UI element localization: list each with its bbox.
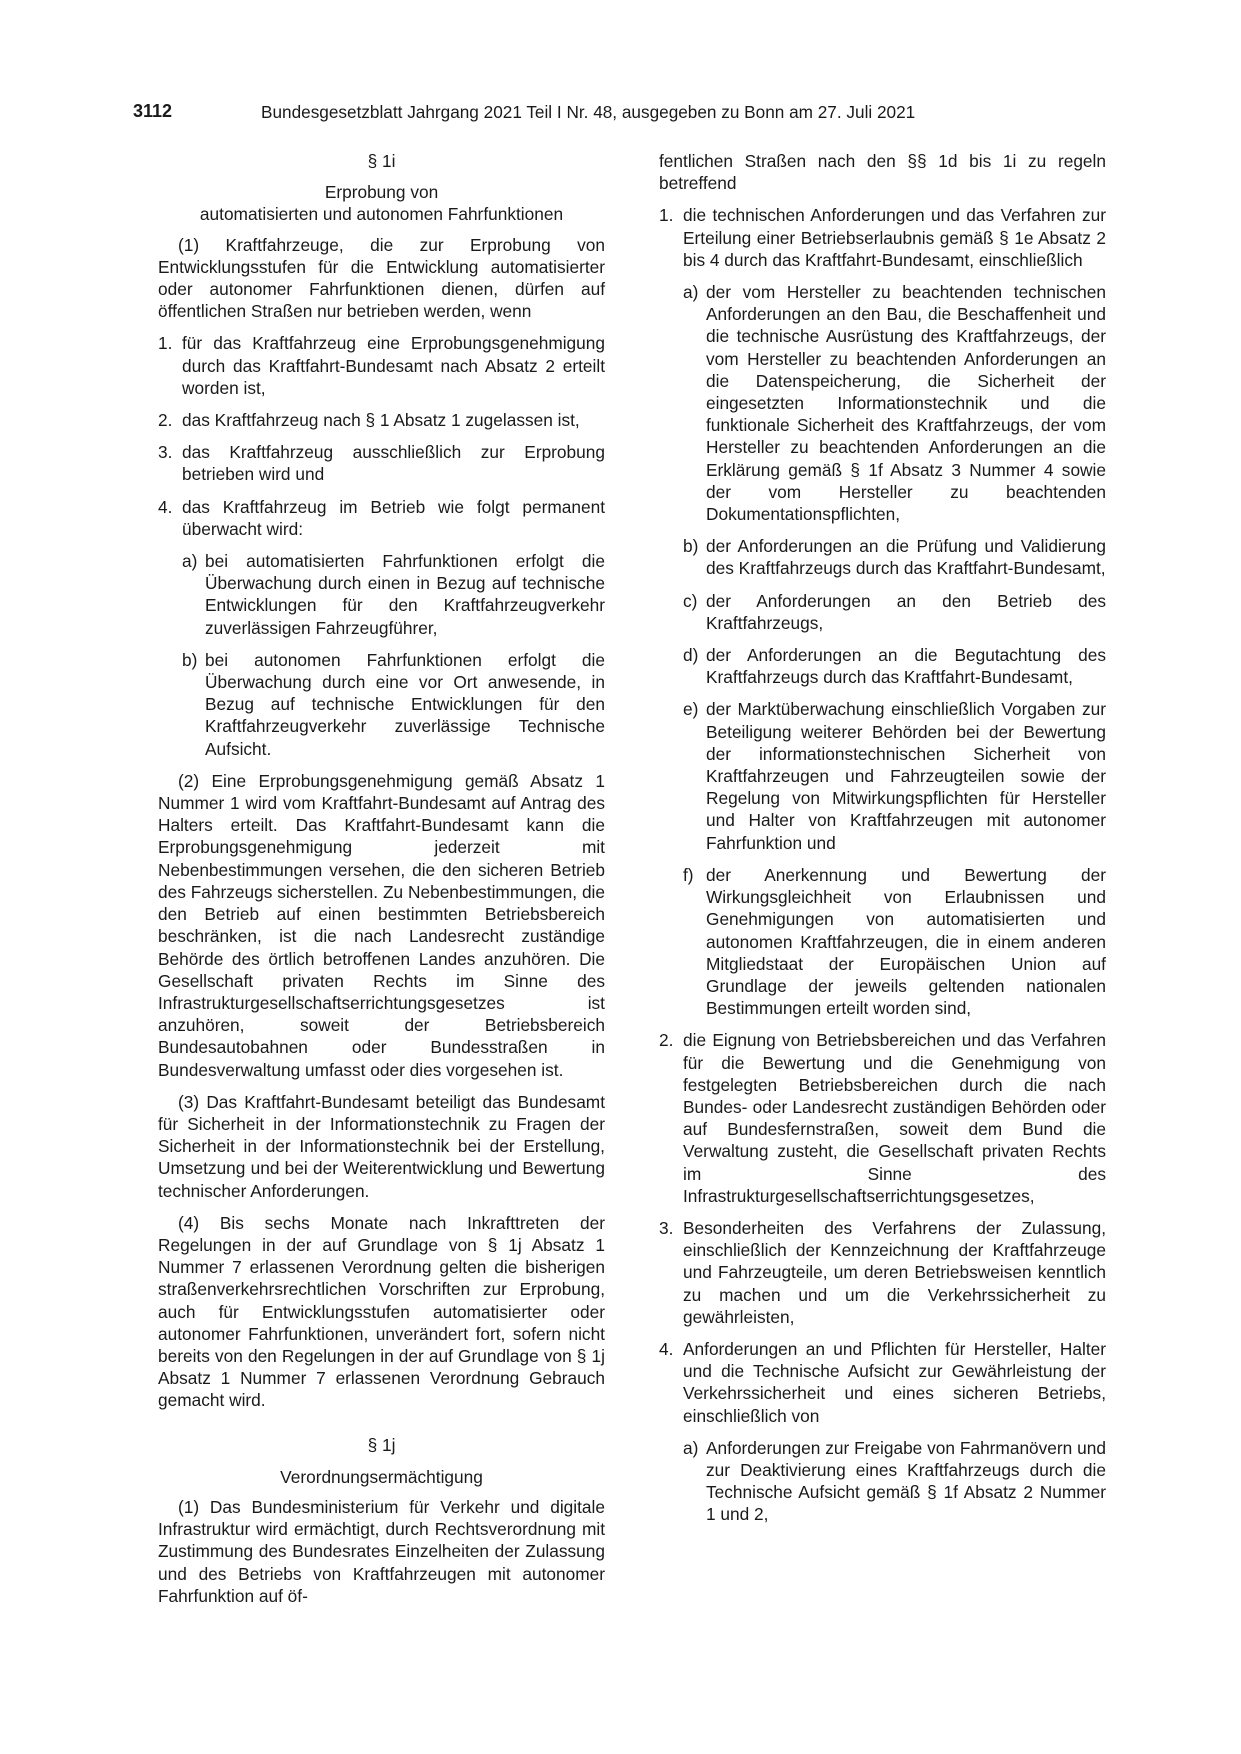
sub-item-letter: b)	[683, 536, 699, 557]
sub-item-text: der Anforderungen an die Prüfung und Validierung des Kraftfahrzeugs durch das Kraftfahrt-Bundesamt,	[706, 536, 1106, 579]
item-text: das Kraftfahrzeug im Betrieb wie folgt permanent überwacht wird:	[182, 496, 605, 539]
sub-item	[683, 864, 1106, 1019]
section-title-1j: Verordnungsermächtigung	[280, 1466, 483, 1487]
list-item	[158, 441, 605, 485]
paragraph-5: (1) Das Bundesministerium für Verkehr und digitale Infrastruktur wird ermächtigt, durch Rechtsverordnung mit Zustimmung des Bundesrates Einzelheiten der Zulassung und des Betriebs von Kraftfahrzeugen mit autonomer Fahrfunktion auf öf-	[158, 1496, 605, 1606]
sub-item	[683, 1437, 1106, 1526]
sub-item-text: der Anforderungen an den Betrieb des Kraftfahrzeugs,	[706, 590, 1106, 633]
sub-item	[683, 281, 1106, 525]
running-header: Bundesgesetzblatt Jahrgang 2021 Teil I Nr. 48, ausgegeben zu Bonn am 27. Juli 2021	[261, 102, 916, 122]
list-item	[158, 496, 605, 540]
continuation-text: fentlichen Straßen nach den §§ 1d bis 1i zu regeln betreffend	[659, 151, 1106, 194]
sub-item-letter: a)	[182, 551, 198, 572]
sub-item-text: der vom Hersteller zu beachtenden technischen Anforderungen an den Bau, die Beschaffenheit und die technische Ausrüstung des Kraftfahrzeugs, der vom Hersteller zu beachtenden Anforderungen an die Datenspeicherung, die Sicherheit der eingesetzten Informationstechnik und die funktionale Sicherheit des Kraftfahrzeugs, der vom Hersteller zu beachtenden Anforderungen an die Erklärung gemäß § 1f Absatz 3 Nummer 4 sowie der vom Hersteller zu beachtenden Dokumentationspflichten,	[706, 282, 1106, 525]
item-number: 2.	[659, 1030, 674, 1051]
item-text: das Kraftfahrzeug nach § 1 Absatz 1 zugelassen ist,	[182, 410, 580, 431]
item-text: Besonderheiten des Verfahrens der Zulassung, einschließlich der Kennzeichnung der Kraftfahrzeuge und Fahrzeugteile, um deren Betriebsweisen kenntlich zu machen und um die Verkehrssicherheit zu gewährleisten,	[683, 1217, 1106, 1327]
section-title-1i-line1: Erprobung von	[324, 182, 439, 203]
sub-item-letter: c)	[683, 590, 698, 611]
item-number: 4.	[158, 496, 173, 517]
list-item	[158, 332, 605, 399]
sub-item	[683, 698, 1106, 853]
sub-item	[182, 550, 605, 639]
section-number-1j: § 1j	[367, 1434, 396, 1455]
item-text: Anforderungen an und Pflichten für Hersteller, Halter und die Technische Aufsicht zur Gewährleistung der Verkehrssicherheit und eines sicheren Betriebs, einschließlich von	[683, 1338, 1106, 1426]
item-text: für das Kraftfahrzeug eine Erprobungsgenehmigung durch das Kraftfahrt-Bundesamt nach Absatz 2 erteilt worden ist,	[182, 333, 605, 398]
sub-item-letter: a)	[683, 1437, 699, 1458]
sub-item-letter: e)	[683, 699, 699, 720]
list-item	[158, 409, 605, 431]
item-number: 3.	[659, 1217, 674, 1238]
list-item	[659, 1029, 1106, 1207]
sub-item-letter: b)	[182, 649, 198, 670]
item-text: das Kraftfahrzeug ausschließlich zur Erprobung betrieben wird und	[182, 442, 605, 485]
sub-item-text: bei automatisierten Fahrfunktionen erfolgt die Überwachung durch einen in Bezug auf technische Entwicklungen für den Kraftfahrzeugverkehr zuverlässigen Fahrzeugführer,	[205, 551, 605, 638]
page-header	[133, 101, 1101, 127]
sub-item-text: der Marktüberwachung einschließlich Vorgaben zur Beteiligung weiterer Behörden bei der Bewertung der informationstechnischen Sicherheit von Kraftfahrzeugen und Fahrzeugteilen sowie der Regelung von Mitwirkungspflichten für Hersteller und Halter von Kraftfahrzeugen mit autonomer Fahrfunktion und	[706, 699, 1106, 853]
left-column	[158, 150, 605, 1617]
item-number: 1.	[158, 333, 173, 354]
sub-item-text: Anforderungen zur Freigabe von Fahrmanövern und zur Deaktivierung eines Kraftfahrzeugs durch die Technische Aufsicht gemäß § 1f Absatz 2 Nummer 1 und 2,	[706, 1437, 1106, 1525]
section-title-1i-line2: automatisierten und autonomen Fahrfunktionen	[199, 204, 564, 225]
sub-item-text: bei autonomen Fahrfunktionen erfolgt die Überwachung durch eine vor Ort anwesende, in Bezug auf technische Entwicklungen für den Kraftfahrzeugverkehr zuverlässige Technische Aufsicht.	[205, 649, 605, 759]
item-text: die Eignung von Betriebsbereichen und das Verfahren für die Bewertung und die Genehmigung von festgelegten Betriebsbereichen durch die nach Bundes- oder Landesrecht zuständigen Behörden oder auf Bundesfernstraßen, soweit dem Bund die Verwaltung zusteht, die Gesellschaft privaten Rechts im Sinne des Infrastrukturgesellschaftserrichtungsgesetzes,	[683, 1030, 1106, 1206]
item-number: 3.	[158, 442, 173, 463]
list-item	[659, 204, 1106, 271]
sub-item	[683, 590, 1106, 634]
paragraph-4: (4) Bis sechs Monate nach Inkrafttreten der Regelungen in der auf Grundlage von § 1j Absatz 1 Nummer 7 erlassenen Verordnung gelten die bisherigen straßenverkehrsrechtlichen Vorschriften zur Erprobung, auch für Entwicklungsstufen automatisierter oder autonomer Fahrfunktionen, unverändert fort, sofern nicht bereits von den Regelungen in der auf Grundlage von § 1j Absatz 1 Nummer 7 erlassenen Verordnung Gebrauch gemacht wird.	[158, 1212, 605, 1411]
list-item	[659, 1217, 1106, 1328]
sub-item-letter: d)	[683, 645, 699, 666]
item-number: 2.	[158, 410, 173, 431]
sub-item-letter: a)	[683, 282, 699, 303]
page-number: 3112	[133, 101, 173, 121]
paragraph-3: (3) Das Kraftfahrt-Bundesamt beteiligt das Bundesamt für Sicherheit in der Informationstechnik zu Fragen der Sicherheit in der Informationstechnik bei der Erstellung, Umsetzung und bei der Weiterentwicklung und Bewertung technischer Anforderungen.	[158, 1091, 605, 1201]
item-number: 1.	[659, 205, 674, 226]
sub-item	[182, 649, 605, 760]
sub-item	[683, 535, 1106, 579]
sub-item-text: der Anforderungen an die Begutachtung des Kraftfahrzeugs durch das Kraftfahrt-Bundesamt,	[706, 645, 1106, 688]
sub-item	[683, 644, 1106, 688]
item-text: die technischen Anforderungen und das Verfahren zur Erteilung einer Betriebserlaubnis gemäß § 1e Absatz 2 bis 4 durch das Kraftfahrt-Bundesamt, einschließlich	[683, 205, 1106, 270]
right-column	[659, 150, 1106, 1536]
sub-item-text: der Anerkennung und Bewertung der Wirkungsgleichheit von Erlaubnissen und Genehmigungen von automatisierten und autonomen Kraftfahrzeugen, die in einem anderen Mitgliedstaat der Europäischen Union auf Grundlage der jeweils geltenden nationalen Bestimmungen erteilt worden sind,	[706, 864, 1106, 1019]
list-item	[659, 1338, 1106, 1427]
item-number: 4.	[659, 1338, 674, 1359]
section-number-1i: § 1i	[367, 151, 396, 171]
paragraph-1: (1) Kraftfahrzeuge, die zur Erprobung von Entwicklungsstufen für die Entwicklung automatisierter oder autonomer Fahrfunktionen dienen, dürfen auf öffentlichen Straßen nur betrieben werden, wenn	[158, 234, 605, 322]
paragraph-2: (2) Eine Erprobungsgenehmigung gemäß Absatz 1 Nummer 1 wird vom Kraftfahrt-Bundesamt auf Antrag des Halters erteilt. Das Kraftfahrt-Bundesamt kann die Erprobungsgenehmigung jederzeit mit Nebenbestimmungen versehen, die den sicheren Betrieb des Fahrzeugs sicherstellen. Zu Nebenbestimmungen, die den Betrieb auf einen bestimmten Betriebsbereich beschränken, ist die nach Landesrecht zuständige Behörde des örtlich betroffenen Landes anzuhören. Die Gesellschaft privaten Rechts im Sinne des Infrastrukturgesellschaftserrichtungsgesetzes ist anzuhören, soweit der Betriebsbereich Bundesautobahnen oder Bundesstraßen in Bundesverwaltung umfasst oder dies vorgesehen ist.	[158, 770, 605, 1080]
sub-item-letter: f)	[683, 864, 694, 885]
